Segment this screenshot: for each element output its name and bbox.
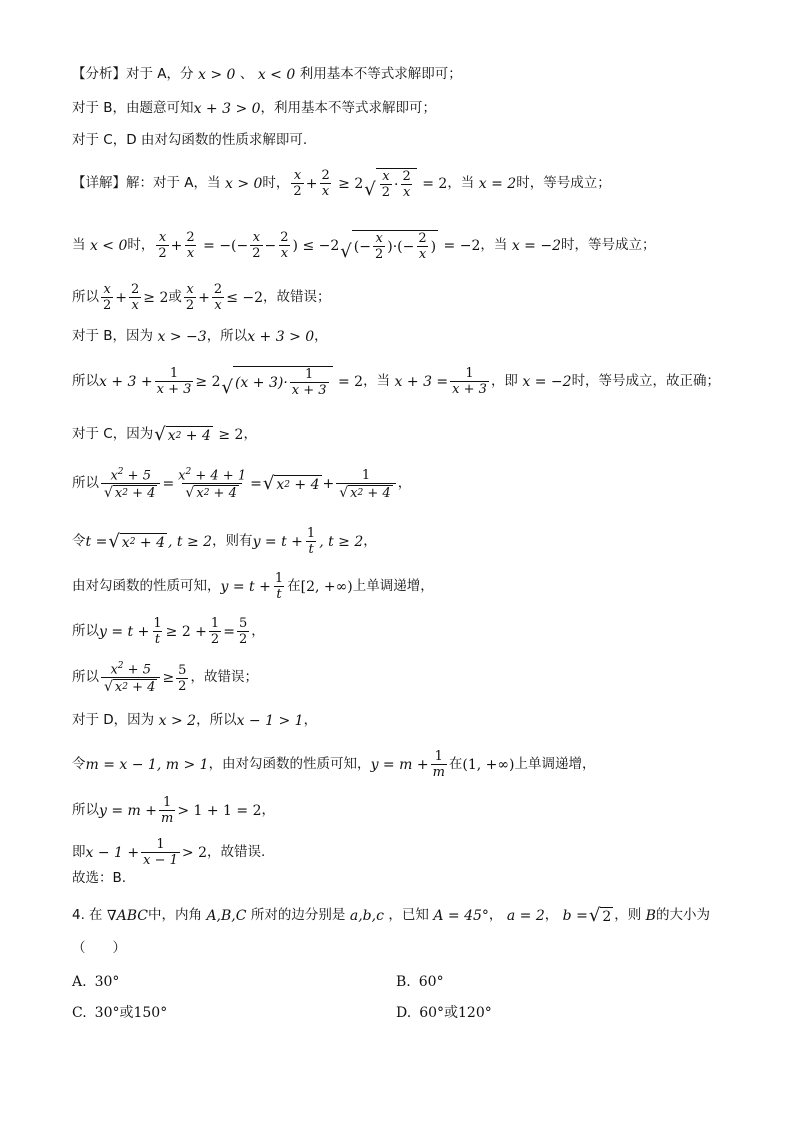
- text: 即: [72, 843, 86, 860]
- math: x = 2: [474, 175, 517, 192]
- detail-line-4: 对于 B，因为 x > −3 ，所以 x + 3 > 0 ，: [72, 328, 328, 345]
- text: ，则有: [212, 532, 253, 549]
- option-b-value: 60°: [418, 974, 444, 990]
- detail-line-1: 【详解】 解：对于 A，当 x > 0 时， $\frac{x}{2}$ + $\frac{2}{x}$ ≥ 2 √ $\frac{x}{2}$ · $\frac{2}{x}$ = 2 ，当 x = 2 时，等号成立；: [72, 168, 611, 200]
- analysis-line-2: [72, 102, 436, 116]
- text: 对于 D，因为: [72, 712, 155, 729]
- math: x < 0: [253, 67, 300, 83]
- text: ，: [314, 328, 328, 345]
- option-b[interactable]: [396, 975, 444, 989]
- text: 时，: [262, 174, 290, 191]
- text: 对于 B，由题意可知: [72, 100, 194, 117]
- detail-line-7: 所以 $x^2 + 5$ √ x 2 + 4 = $x^2 + 4 + 1$ √ x 2 + 4 = √ x 2 + 4 + 1 √ x 2 + 4 ，: [72, 467, 412, 502]
- text: 的大小为: [655, 907, 710, 924]
- text: ，当: [447, 174, 475, 191]
- text: 上单调递增，: [514, 755, 596, 772]
- text: 时，: [127, 236, 155, 253]
- text: ，: [544, 907, 559, 924]
- question-number: 4.: [72, 907, 85, 924]
- text: 当: [72, 236, 86, 253]
- detail-line-6: 对于 C，因为 √ x 2 + 4 ≥ 2 ，: [72, 424, 257, 445]
- math: x = −2: [507, 237, 562, 254]
- text: 所对的边分别是: [250, 907, 346, 924]
- answer-line: [72, 872, 126, 886]
- detail-line-9: 由对勾函数的性质可知， y = t + $\frac{1}{t}$ 在 [2, +∞) 上单调递增，: [72, 571, 434, 602]
- text: 利用基本不等式求解即可；: [299, 66, 462, 83]
- text: 上单调递增，: [352, 577, 434, 594]
- text: ，: [488, 907, 503, 924]
- answer-text: 故选：B.: [72, 870, 127, 886]
- text: 所以: [72, 475, 99, 492]
- option-a[interactable]: [72, 975, 119, 989]
- text: ，所以: [206, 328, 248, 345]
- option-a-label: A.: [72, 974, 87, 990]
- text: 时，等号成立；: [561, 236, 656, 253]
- detail-line-12: 对于 D，因为 x > 2 ，所以 x − 1 > 1 ，: [72, 712, 318, 729]
- text: 由对勾函数的性质可知，: [72, 577, 221, 594]
- text: 对于 A，分: [126, 66, 194, 83]
- text: 令: [72, 532, 86, 549]
- text: 所以: [72, 622, 99, 639]
- text: 解：对于 A，当: [126, 174, 221, 191]
- option-b-label: B.: [396, 974, 411, 990]
- text: ，: [303, 712, 318, 729]
- option-a-value: 30°: [94, 974, 120, 990]
- text: 所以: [72, 801, 99, 818]
- text: ，利用基本不等式求解即可；: [260, 100, 437, 117]
- detail-tag: 【详解】: [72, 174, 126, 191]
- text: 令: [72, 755, 86, 772]
- text: ，: [363, 532, 377, 549]
- text: 对于 C，D 由对勾函数的性质求解即可.: [72, 132, 308, 148]
- text: ，: [243, 426, 257, 443]
- text: 对于 B，因为: [72, 328, 154, 345]
- answer-blank: （ ）: [72, 940, 126, 956]
- detail-line-2: 当 x < 0 时， $\frac{x}{2}$ + $\frac{2}{x}$ = −(− $\frac{x}{2}$ − $\frac{2}{x}$ ) ≤ −2 √ (− $\frac{x}{2}$ )·(− $\frac{2}{x}$ ) = −2 ，当 x = −2 时，等号成立；: [72, 230, 656, 262]
- math: x + 3 > 0: [193, 101, 261, 117]
- text: 时，等号成立；: [516, 174, 611, 191]
- text: 中，内角: [148, 907, 202, 924]
- text: ，则: [614, 907, 642, 924]
- fraction: $\frac{2}{x}$: [321, 168, 330, 199]
- text: ，已知: [388, 907, 429, 924]
- detail-line-10: 所以 y = t + $\frac{1}{t}$ ≥ 2 + $\frac{1}{2}$ = $\frac{5}{2}$ ，: [72, 616, 265, 647]
- text: ，故错误.: [206, 843, 266, 860]
- analysis-line-3: [72, 134, 307, 148]
- text: ，当: [363, 372, 391, 389]
- text: 、: [239, 66, 254, 83]
- text: ，故错误；: [190, 669, 258, 686]
- fraction: $\frac{x}{2}$: [293, 168, 302, 199]
- detail-line-14: 所以 y = m + $\frac{1}{m}$ > 1 + 1 = 2 ，: [72, 795, 275, 826]
- text: ，: [251, 622, 265, 639]
- question-4-line-2: [72, 942, 126, 956]
- detail-line-3: 所以 $\frac{x}{2}$ + $\frac{2}{x}$ ≥ 2 或 $\frac{x}{2}$ + $\frac{2}{x}$ ≤ −2 ，故错误；: [72, 282, 331, 313]
- option-d-value: 60°或120°: [419, 1005, 492, 1021]
- text: 所以: [72, 669, 99, 686]
- text: 对于 C，因为: [72, 426, 154, 443]
- text: ，即: [490, 372, 518, 389]
- question-4-line-1: 4. 在 ∇ABC 中，内角 A,B,C 所对的边分别是 a,b,c ，已知 A = 45° ， a = 2 ， b = √ 2 ，则 B 的大小为: [72, 905, 710, 926]
- analysis-tag: 【分析】: [72, 66, 126, 83]
- math: x > 0: [220, 175, 263, 192]
- math: x < 0: [85, 237, 128, 254]
- option-d-label: D.: [396, 1005, 412, 1021]
- text: 在: [448, 755, 463, 772]
- detail-line-8: 令 t = √ x 2 + 4 , t ≥ 2 ，则有 y = t + $\frac{1}{t}$ , t ≥ 2 ，: [72, 526, 377, 557]
- detail-line-5: 所以 x + 3 + $\frac{1}{x + 3}$ ≥ 2 √ (x + 3)· $\frac{1}{x + 3}$ = 2 ，当 x + 3 = $\frac{1}{x + 3}$ ，即 x = −2 时，等号成立，故正确；: [72, 366, 721, 398]
- text: ，: [261, 801, 275, 818]
- analysis-line-1: [72, 68, 462, 82]
- text: ，故错误；: [263, 288, 331, 305]
- detail-line-11: 所以 $x^2 + 5$ √ x 2 + 4 ≥ $\frac{5}{2}$ ，故错误；: [72, 661, 258, 696]
- option-c[interactable]: [72, 1006, 167, 1020]
- detail-line-15: 即 x − 1 + $\frac{1}{x - 1}$ > 2 ，故错误.: [72, 837, 266, 868]
- text: 所以: [72, 288, 99, 305]
- text: 在: [287, 577, 301, 594]
- option-d[interactable]: [396, 1006, 492, 1020]
- text: 时，等号成立，故正确；: [571, 372, 721, 389]
- text: 在: [88, 907, 103, 924]
- text: ，: [397, 475, 412, 492]
- text: ，由对勾函数的性质可知，: [208, 755, 371, 772]
- option-c-value: 30°或150°: [94, 1005, 168, 1021]
- text: ，所以: [196, 712, 237, 729]
- sqrt: √ $\frac{x}{2}$ · $\frac{2}{x}$: [364, 168, 417, 199]
- text: 或: [168, 288, 182, 305]
- text: ，当: [480, 236, 508, 253]
- math: x > 0: [193, 67, 240, 83]
- option-c-label: C.: [72, 1005, 87, 1021]
- detail-line-13: 令 m = x − 1, m > 1 ，由对勾函数的性质可知， y = m + $\frac{1}{m}$ 在 (1, +∞) 上单调递增，: [72, 749, 596, 780]
- text: 所以: [72, 372, 99, 389]
